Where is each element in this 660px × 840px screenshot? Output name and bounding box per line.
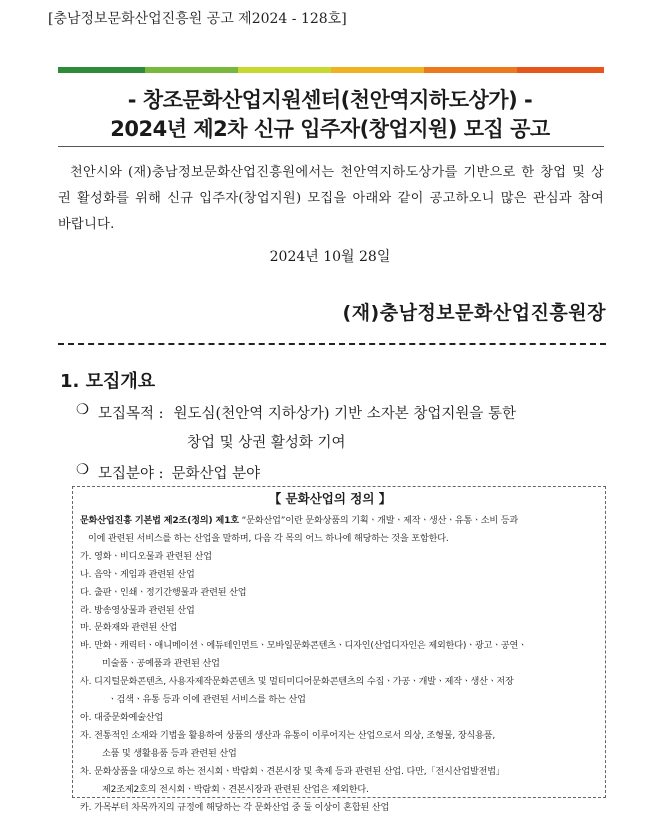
definition-item: 자. 전통적인 소재와 기법을 활용하여 상품의 생산과 유통이 이루어지는 산업으로서 의상, 조형물, 장식용품,	[80, 730, 496, 741]
definition-item: 바. 만화ㆍ캐릭터ㆍ애니메이션ㆍ에듀테인먼트ㆍ모바일문화콘텐츠ㆍ디자인(산업디자인은 제외한다)ㆍ광고ㆍ공연ㆍ	[80, 641, 527, 652]
color-bar-segment	[145, 67, 238, 73]
field-value: 문화산업 분야	[171, 466, 261, 482]
definition-item: 라. 방송영상물과 관련된 산업	[80, 605, 195, 616]
announcement-date: 2024년 10월 28일	[269, 249, 391, 265]
purpose-text: 원도심(천안역 지하상가) 기반 소자본 창업지원을 통한	[173, 406, 517, 422]
definition-title: 【 문화산업의 정의 】	[268, 491, 392, 506]
issuing-organization: (재)충남정보문화산업진흥원장	[342, 302, 606, 324]
decorative-color-bar	[58, 67, 604, 73]
definition-law-line-continued: 이에 관련된 서비스를 하는 산업을 말하며, 다음 각 목의 어느 하나에 해당하는 것을 포함한다.	[88, 533, 449, 544]
law-text: “문화산업”이란 문화상품의 기획ㆍ개발ㆍ제작ㆍ생산ㆍ유통ㆍ소비 등과	[238, 516, 519, 526]
definition-body	[80, 513, 600, 817]
definition-law-line	[80, 513, 600, 531]
circle-bullet-icon: ❍	[76, 402, 89, 418]
definition-item-continued: 소품 및 생활용품 등과 관련된 산업	[102, 748, 237, 759]
law-reference: 문화산업진흥 기본법 제2조(정의) 제1호	[80, 516, 239, 526]
recruit-purpose	[76, 402, 516, 423]
color-bar-segment	[58, 67, 145, 73]
section-divider	[58, 343, 606, 345]
definition-item-continued: 제2조제2호의 전시회ㆍ박람회ㆍ견본시장과 관련된 산업은 제외한다.	[102, 784, 369, 795]
purpose-text-continued: 창업 및 상권 활성화 기여	[187, 435, 346, 451]
intro-paragraph: 천안시와 (재)충남정보문화산업진흥원에서는 천안역지하도상가를 기반으로 한 창업 및 상권 활성화를 위해 신규 입주자(창업지원) 모집을 아래와 같이 공고하오니 많은 관심과 참여 바랍니다.	[58, 165, 604, 232]
title-subheading: - 창조문화산업지원센터(천안역지하도상가) -	[127, 88, 533, 112]
definition-item: 다. 출판ㆍ인쇄ㆍ정기간행물과 관련된 산업	[80, 587, 247, 598]
circle-bullet-icon: ❍	[76, 462, 89, 478]
notice-number: [충남정보문화산업진흥원 공고 제2024 - 128호]	[48, 11, 347, 27]
title-divider	[58, 146, 604, 147]
definition-item: 카. 가목부터 차목까지의 규정에 해당하는 각 문화산업 중 둘 이상이 혼합된 산업	[80, 802, 390, 813]
definition-item-continued: ㆍ검색ㆍ유통 등과 이에 관련된 서비스를 하는 산업	[108, 695, 306, 706]
definition-item: 나. 음악ㆍ게임과 관련된 산업	[80, 569, 195, 580]
purpose-label: 모집목적 :	[98, 406, 164, 422]
recruit-field	[76, 462, 260, 483]
page-title: 2024년 제2차 신규 입주자(창업지원) 모집 공고	[110, 117, 550, 141]
color-bar-segment	[517, 67, 604, 73]
field-label: 모집분야 :	[98, 466, 164, 482]
definition-item: 차. 문화상품을 대상으로 하는 전시회ㆍ박람회ㆍ견본시장 및 축제 등과 관련된 산업. 다만,「전시산업발전법」	[80, 766, 505, 777]
color-bar-segment	[238, 67, 331, 73]
color-bar-segment	[331, 67, 424, 73]
definition-item: 마. 문화재와 관련된 산업	[80, 623, 178, 634]
definition-item: 가. 영화ㆍ비디오물과 관련된 산업	[80, 551, 212, 562]
definition-item-continued: 미술품ㆍ공예품과 관련된 산업	[102, 659, 220, 670]
color-bar-segment	[424, 67, 517, 73]
definition-item: 아. 대중문화예술산업	[80, 712, 164, 723]
definition-item: 사. 디지털문화콘텐츠, 사용자제작문화콘텐츠 및 멀티미디어문화콘텐츠의 수집ㆍ가공ㆍ개발ㆍ제작ㆍ생산ㆍ저장	[80, 677, 514, 688]
section-title: 1. 모집개요	[60, 371, 156, 392]
